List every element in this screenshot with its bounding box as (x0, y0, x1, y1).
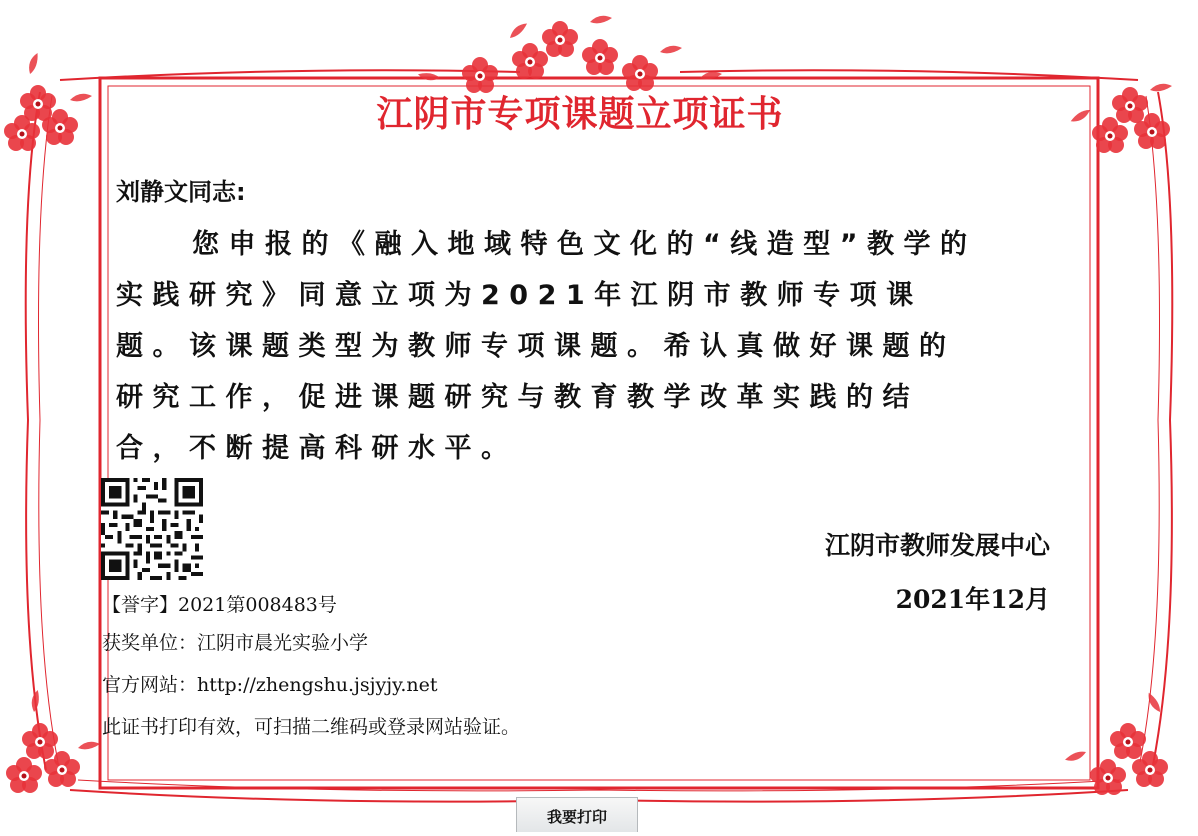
body-line: 您申报的《融入地域特色文化的“线造型”教学的 (192, 229, 977, 260)
award-unit: 获奖单位：江阴市晨光实验小学 (102, 632, 369, 654)
body-line: 实践研究》同意立项为2021年江阴市教师专项课 (116, 280, 923, 311)
issue-date: 2021年12月 (895, 585, 1050, 614)
body-line: 题。该课题类型为教师专项课题。希认真做好课题的 (116, 331, 956, 362)
body-line: 合，不断提高科研水平。 (116, 433, 518, 464)
body-line: 研究工作，促进课题研究与教育教学改革实践的结 (116, 382, 919, 413)
print-button[interactable]: 我要打印 (516, 797, 638, 832)
recipient-salutation: 刘静文同志: (116, 178, 246, 206)
issuer-name: 江阴市教师发展中心 (824, 531, 1050, 560)
certificate-title: 江阴市专项课题立项证书 (376, 94, 784, 135)
verification-note: 此证书打印有效，可扫描二维码或登录网站验证。 (102, 716, 521, 738)
official-website[interactable]: 官方网站：http://zhengshu.jsjyjy.net (102, 674, 438, 696)
certificate-number: 【誉字】2021第008483号 (102, 594, 337, 616)
qr-code-icon[interactable] (101, 478, 203, 580)
